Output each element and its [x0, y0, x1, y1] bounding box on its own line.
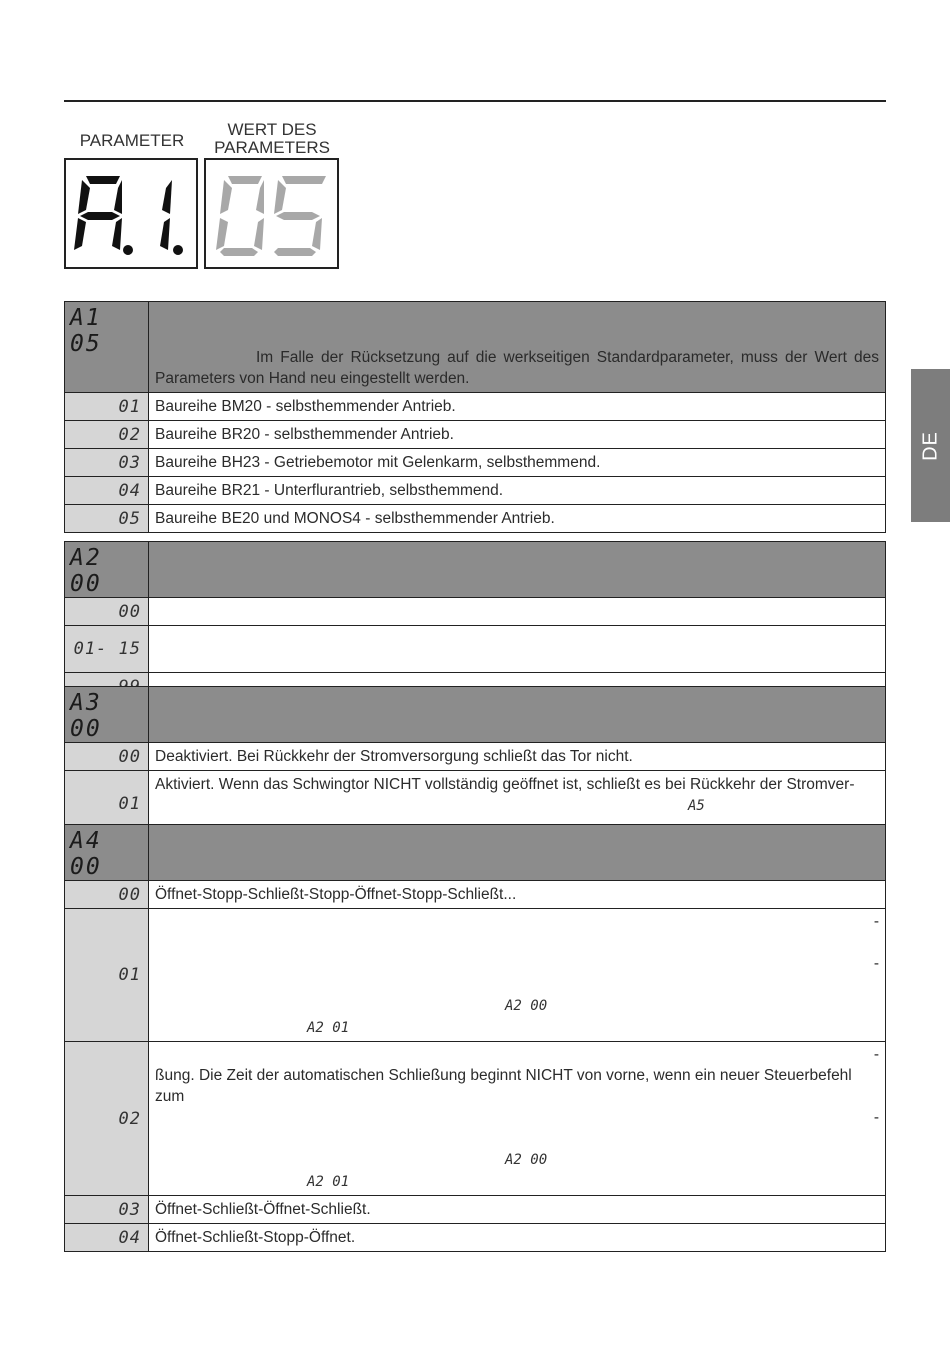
table-a3-header [65, 687, 886, 743]
parameter-display [64, 158, 198, 269]
table-a1-header [65, 302, 886, 393]
table-a1 [64, 301, 886, 533]
table-a2-header [65, 542, 886, 598]
table-row: 01 Baureihe BM20 - selbsthemmender Antrieb. [65, 393, 886, 421]
table-row: 01- 15 [65, 626, 886, 673]
table-a3-code: A3 00 [65, 687, 149, 743]
table-row: 05 Baureihe BE20 und MONOS4 - selbsthemmender Antrieb. [65, 505, 886, 533]
top-rule [64, 100, 886, 102]
parameter-value-label-line2: PARAMETERS [214, 138, 330, 157]
table-row: 00 Deaktiviert. Bei Rückkehr der Stromversorgung schließt das Tor nicht. [65, 743, 886, 771]
table-a1-note: Im Falle der Rücksetzung auf die werkseitigen Standardparameter, muss der Wert des Parameters von Hand neu eingestellt werden. [149, 302, 886, 393]
parameter-value-label [204, 121, 340, 157]
table-a1-code: A1 05 [65, 302, 149, 393]
table-row: 03 Baureihe BH23 - Getriebemotor mit Gelenkarm, selbsthemmend. [65, 449, 886, 477]
table-a2-code: A2 00 [65, 542, 149, 598]
table-a4-code: A4 00 [65, 825, 149, 881]
table-a4-header [65, 825, 886, 881]
value-display [204, 158, 339, 269]
table-row: 00 Öffnet-Stopp-Schließt-Stopp-Öffnet-Stopp-Schließt... [65, 881, 886, 909]
table-row: 04 Öffnet-Schließt-Stopp-Öffnet. [65, 1224, 886, 1252]
table-a3 [64, 686, 886, 837]
table-row: 01 Aktiviert. Wenn das Schwingtor NICHT vollständig geöffnet ist, schließt es bei Rückkehr der Stromver- A5 [65, 771, 886, 837]
table-row: 03 Öffnet-Schließt-Öffnet-Schließt. [65, 1196, 886, 1224]
table-row: 00 [65, 598, 886, 626]
parameter-label: PARAMETER [79, 131, 185, 150]
language-tab-label: DE [919, 430, 941, 461]
table-a2 [64, 541, 886, 701]
seven-segment-a1-icon [66, 160, 196, 267]
table-row: 02 - ßung. Die Zeit der automatischen Schließung beginnt NICHT von vorne, wenn ein neuer Steuerbefehl zum - A2 00 A2 01 [65, 1042, 886, 1196]
table-row: 02 Baureihe BR20 - selbsthemmender Antrieb. [65, 421, 886, 449]
seven-segment-05-icon [206, 160, 337, 267]
language-tab[interactable] [911, 369, 950, 522]
table-row: 01 - - A2 00 A2 01 [65, 909, 886, 1042]
table-row: 04 Baureihe BR21 - Unterflurantrieb, selbsthemmend. [65, 477, 886, 505]
table-a4 [64, 824, 886, 1252]
parameter-value-label-line1: WERT DES [227, 120, 317, 139]
